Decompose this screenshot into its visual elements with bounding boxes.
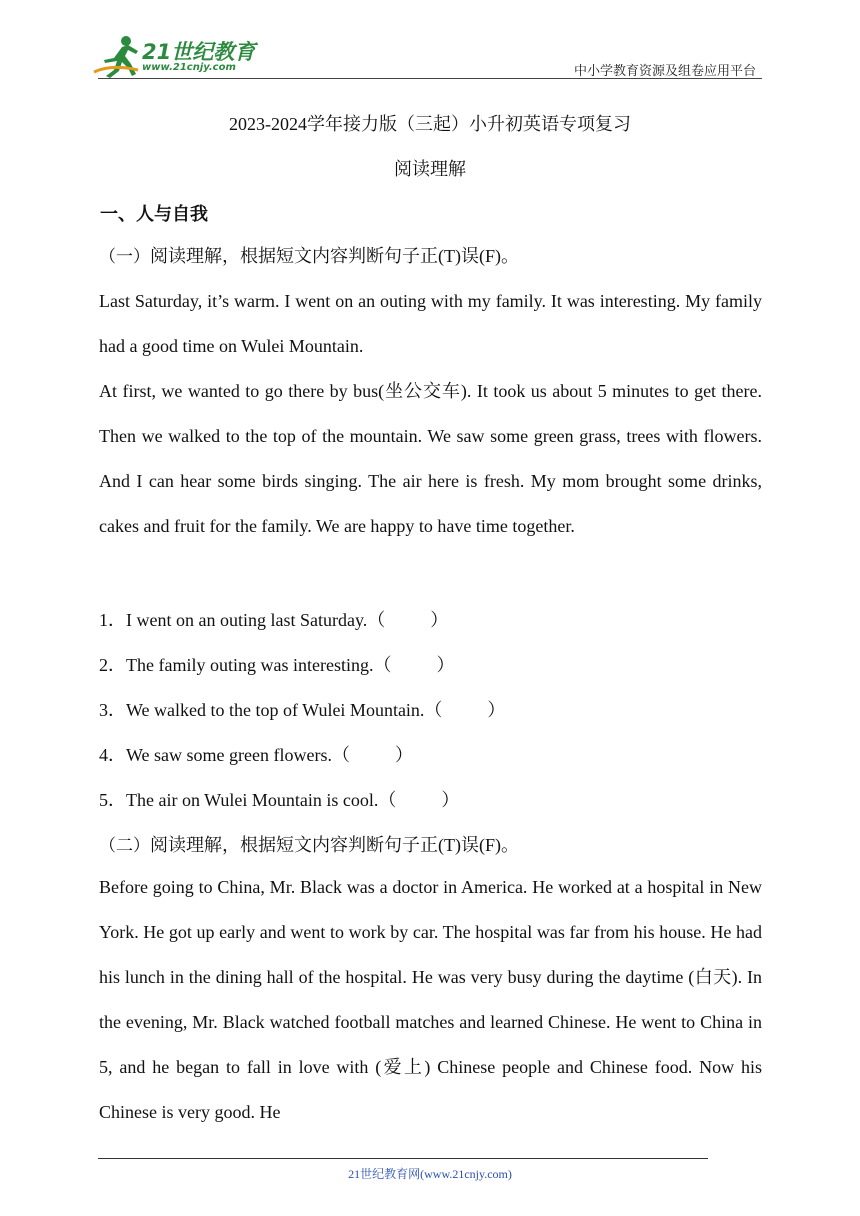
logo xyxy=(92,34,262,78)
page-header xyxy=(0,0,860,90)
logo-url: www.21cnjy.com xyxy=(142,62,236,73)
footer-divider xyxy=(98,1158,708,1159)
document-subtitle: 阅读理解 xyxy=(394,159,466,179)
part2-heading xyxy=(99,831,519,857)
runner-logo-icon xyxy=(92,34,144,78)
question-1: 1．I went on an outing last Saturday.（ ） xyxy=(99,610,449,630)
question-4: 4．We saw some green flowers.（ ） xyxy=(99,745,413,765)
part2-heading-number: （二） xyxy=(99,836,150,856)
header-tagline: 中小学教育资源及组卷应用平台 xyxy=(573,63,756,78)
header-divider xyxy=(98,78,762,79)
question-3: 3．We walked to the top of Wulei Mountain.（ ） xyxy=(99,700,506,720)
question-2: 2．The family outing was interesting.（ ） xyxy=(99,655,455,675)
part2-heading-text: 阅读理解，根据短文内容判断句子正(T)误(F)。 xyxy=(150,835,519,855)
part1-heading xyxy=(99,242,519,268)
page-footer: 21世纪教育网(www.21cnjy.com) xyxy=(348,1167,512,1181)
part1-heading-number: （一） xyxy=(99,247,150,267)
passage2-paragraph1: Before going to China, Mr. Black was a doctor in America. He worked at a hospital in New York. He got up early and went to work by car. The hospital was far from his house. He had his lunch in the dining hall of the hospital. He was very busy during the daytime (白天). In the evening, Mr. Black watched football matches and learned Chinese. He went to China in 5, and he began to fall in love with (爱上) Chinese people and Chinese food. Now his Chinese is very good. He xyxy=(99,877,762,1122)
passage1-paragraph2: At first, we wanted to go there by bus(坐公交车). It took us about 5 minutes to get there. Then we walked to the top of the mountain. We saw some green grass, trees with flowers. And I can hear some birds singing. The air here is fresh. My mom brought some drinks, cakes and fruit for the family. We are happy to have time together. xyxy=(99,381,762,536)
part1-heading-text: 阅读理解，根据短文内容判断句子正(T)误(F)。 xyxy=(150,246,519,266)
logo-text: 21世纪教育 xyxy=(142,40,256,64)
passage1-paragraph1: Last Saturday, it’s warm. I went on an outing with my family. It was interesting. My family had a good time on Wulei Mountain. xyxy=(99,291,762,356)
section-heading: 一、人与自我 xyxy=(100,204,208,225)
document-title: 2023-2024学年接力版（三起）小升初英语专项复习 xyxy=(229,114,631,134)
question-5: 5．The air on Wulei Mountain is cool.（ ） xyxy=(99,790,460,810)
